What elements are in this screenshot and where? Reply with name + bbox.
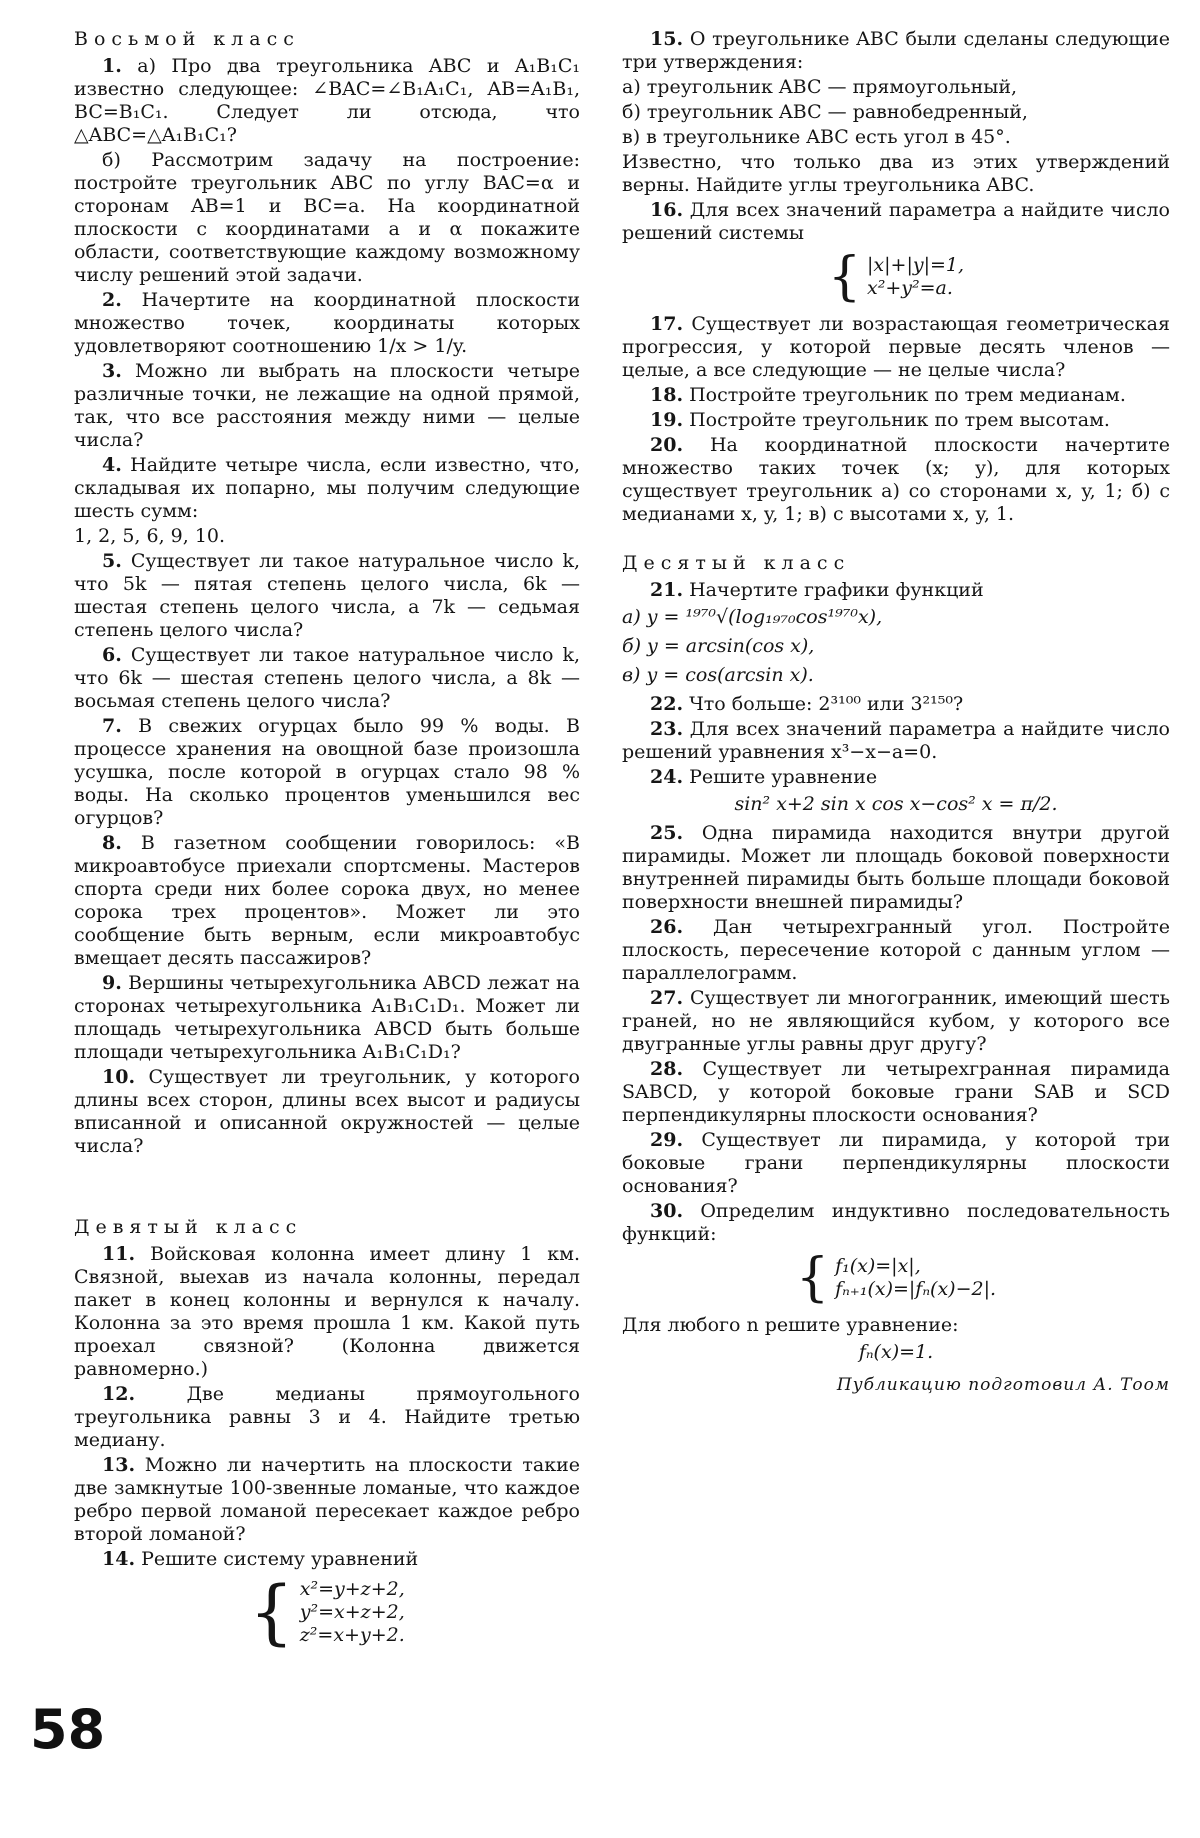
problem-text: О треугольнике ABC были сделаны следующие три утверждения: (622, 28, 1170, 73)
problem-text: Существует ли пирамида, у которой три боковые грани перпендикулярны плоскости основания? (622, 1129, 1171, 1197)
problem-28 (622, 1058, 1170, 1127)
publication-credit: Публикацию подготовил А. Тоом (836, 1375, 1170, 1395)
problem-1b: б) Рассмотрим задачу на построение: постройте треугольник ABC по углу BAC=α и сторонам AB=1 и BC=a. На координатной плоскости с координатами a и α покажите области, соответствующие каждому возможному числу решений этой задачи. (74, 149, 580, 286)
problem-21-a: а) y = ¹⁹⁷⁰√(log₁₉₇₀cos¹⁹⁷⁰x), (622, 606, 883, 628)
problem-30-system (622, 1248, 1170, 1308)
problem-15-a: а) треугольник ABC — прямоугольный, (622, 76, 1018, 98)
problem-number: 25. (650, 822, 684, 844)
system-brace: { (827, 247, 862, 307)
problem-text: Одна пирамида находится внутри другой пирамиды. Может ли площадь боковой поверхности внутренней пирамиды быть больше площади боковой поверхности внешней пирамиды? (622, 822, 1170, 913)
problem-number: 17. (650, 313, 684, 335)
problem-text: Начертите графики функций (689, 579, 984, 601)
problem-10 (74, 1066, 580, 1158)
problem-5 (74, 550, 580, 642)
problem-13 (74, 1454, 580, 1546)
system-lines (835, 1255, 996, 1301)
problem-29 (622, 1129, 1170, 1198)
problem-6 (74, 644, 580, 713)
problem-number: 10. (102, 1066, 136, 1088)
problem-number: 27. (650, 987, 684, 1009)
heading-grade-8: Восьмой класс (74, 28, 300, 50)
problem-22 (622, 693, 1170, 716)
problem-8 (74, 832, 580, 970)
system-brace: { (249, 1571, 294, 1653)
problem-number: 26. (650, 916, 684, 938)
problem-number: 8. (102, 832, 122, 854)
problem-number: 12. (102, 1383, 136, 1405)
system-brace: { (795, 1248, 830, 1308)
problem-20 (622, 434, 1170, 526)
problem-text: Начертите на координатной плоскости множество точек, координаты которых удовлетворяют соотношению 1/x > 1/y. (74, 289, 580, 357)
system-line: |x|+|y|=1, (867, 254, 965, 276)
problem-15 (622, 28, 1170, 74)
problem-12 (74, 1383, 580, 1452)
problem-number: 1. (102, 55, 122, 77)
problem-3 (74, 360, 580, 452)
problem-1 (74, 55, 580, 147)
problem-text: Вершины четырехугольника ABCD лежат на сторонах четырехугольника A₁B₁C₁D₁. Может ли площадь четырехугольника ABCD быть больше площади четырехугольника A₁B₁C₁D₁? (74, 972, 580, 1063)
problem-14-system (74, 1571, 580, 1653)
problem-14 (74, 1548, 580, 1571)
problem-number: 19. (650, 409, 684, 431)
problem-30 (622, 1200, 1170, 1246)
page-number: 58 (30, 1698, 106, 1761)
problem-23 (622, 718, 1170, 764)
problem-text: Постройте треугольник по трем медианам. (689, 384, 1126, 406)
problem-text: Решите уравнение (689, 766, 878, 788)
problem-text: Войсковая колонна имеет длину 1 км. Связной, выехав из начала колонны, передал пакет в конец колонны и вернулся к началу. Колонна за это время прошла 1 км. Какой путь проехал связной? (Колонна движется равномерно.) (74, 1243, 580, 1380)
problem-number: 20. (650, 434, 684, 456)
problem-text: Существует ли такое натуральное число k, что 5k — пятая степень целого числа, 6k — шестая степень целого числа, а 7k — седьмая степень целого числа? (74, 550, 580, 641)
system-line: fₙ₊₁(x)=|fₙ(x)−2|. (835, 1278, 997, 1300)
problem-24 (622, 766, 1170, 789)
problem-7 (74, 715, 580, 830)
problem-number: 2. (102, 289, 122, 311)
problem-30-equation: fₙ(x)=1. (858, 1341, 934, 1363)
system-lines (867, 254, 964, 300)
problem-number: 22. (650, 693, 684, 715)
problem-text: Дан четырехгранный угол. Постройте плоскость, пересечение которой с данным углом — параллелограмм. (622, 916, 1170, 984)
problem-number: 5. (102, 550, 122, 572)
problem-text: Существует ли многогранник, имеющий шесть граней, но не являющийся кубом, у которого все двугранные углы равны друг другу? (622, 987, 1170, 1055)
problem-number: 7. (102, 715, 122, 737)
problem-9 (74, 972, 580, 1064)
heading-grade-10: Десятый класс (622, 552, 851, 574)
problem-text: Для всех значений параметра a найдите число решений уравнения x³−x−a=0. (622, 718, 1170, 763)
problem-16-system (622, 247, 1170, 307)
problem-24-equation: sin² x+2 sin x cos x−cos² x = π/2. (734, 793, 1058, 815)
problem-number: 11. (102, 1243, 136, 1265)
problem-11 (74, 1243, 580, 1381)
problem-text: Существует ли возрастающая геометрическая прогрессия, у которой первые десять членов — целые, а все следующие — не целые числа? (622, 313, 1170, 381)
system-lines (300, 1578, 405, 1647)
problem-text: Постройте треугольник по трем высотам. (689, 409, 1110, 431)
problem-number: 15. (650, 28, 684, 50)
system-line: y²=x+z+2, (299, 1600, 405, 1623)
right-column (622, 28, 1170, 1397)
problem-26 (622, 916, 1170, 985)
system-line: x²+y²=a. (867, 277, 953, 299)
problem-text: В газетном сообщении говорилось: «В микроавтобусе приехали спортсмены. Мастеров спорта среди них более сорока двух, но менее сорока трех процентов». Может ли это сообщение быть верным, если микроавтобус вмещает десять пассажиров? (74, 832, 580, 969)
problem-text: Существует ли четырехгранная пирамида SABCD, у которой боковые грани SAB и SCD перпендикулярны плоскости основания? (622, 1058, 1170, 1126)
problem-number: 18. (650, 384, 684, 406)
problem-text: Что больше: 2³¹⁰⁰ или 3²¹⁵⁰? (689, 693, 964, 715)
problem-number: 16. (650, 199, 684, 221)
problem-number: 4. (102, 454, 122, 476)
problem-19 (622, 409, 1170, 432)
system-line: z²=x+y+2. (299, 1623, 405, 1646)
problem-number: 30. (650, 1200, 684, 1222)
problem-15-c: в) в треугольнике ABC есть угол в 45°. (622, 126, 1011, 148)
problem-text: На координатной плоскости начертите множество таких точек (x; y), для которых существует треугольник а) со сторонами x, y, 1; б) с медианами x, y, 1; в) с высотами x, y, 1. (622, 434, 1170, 525)
problem-21-b: б) y = arcsin(cos x), (622, 635, 815, 657)
problem-21 (622, 579, 1170, 602)
problem-text: В свежих огурцах было 99 % воды. В процессе хранения на овощной базе произошла усушка, после которой в огурцах стало 98 % воды. На сколько процентов уменьшился вес огурцов? (74, 715, 580, 829)
problem-number: 6. (102, 644, 122, 666)
problem-number: 14. (102, 1548, 136, 1570)
problem-text: Существует ли треугольник, у которого длины всех сторон, длины всех высот и радиусы вписанной и описанной окружностей — целые числа? (74, 1066, 581, 1157)
problem-25 (622, 822, 1170, 914)
problem-text: Можно ли выбрать на плоскости четыре различные точки, не лежащие на одной прямой, так, что все расстояния между ними — целые числа? (74, 360, 580, 451)
problem-text: Можно ли начертить на плоскости такие две замкнутые 100-звенные ломаные, что каждое ребро первой ломаной пересекает каждое ребро второй ломаной? (74, 1454, 580, 1545)
problem-27 (622, 987, 1170, 1056)
problem-number: 29. (650, 1129, 684, 1151)
problem-4-sums: 1, 2, 5, 6, 9, 10. (74, 525, 226, 547)
problem-text: Определим индуктивно последовательность функций: (622, 1200, 1170, 1245)
problem-number: 21. (650, 579, 684, 601)
problem-text: Для всех значений параметра a найдите число решений системы (622, 199, 1170, 244)
problem-15-end: Известно, что только два из этих утверждений верны. Найдите углы треугольника ABC. (622, 151, 1170, 196)
problem-text: Решите систему уравнений (141, 1548, 419, 1570)
problem-2 (74, 289, 580, 358)
problem-text: а) Про два треугольника ABC и A₁B₁C₁ известно следующее: ∠BAC=∠B₁A₁C₁, AB=A₁B₁, BC=B₁C₁. Следует ли отсюда, что △ABC=△A₁B₁C₁? (74, 55, 580, 146)
problem-18 (622, 384, 1170, 407)
problem-number: 3. (102, 360, 122, 382)
problem-4 (74, 454, 580, 523)
problem-number: 24. (650, 766, 684, 788)
problem-21-c: в) y = cos(arcsin x). (622, 664, 814, 686)
problem-16 (622, 199, 1170, 245)
system-line: x²=y+z+2, (299, 1577, 405, 1600)
problem-text: Существует ли такое натуральное число k, что 6k — шестая степень целого числа, а 8k — восьмая степень целого числа? (74, 644, 580, 712)
spacer (74, 1160, 580, 1216)
system-line: f₁(x)=|x|, (835, 1255, 921, 1277)
problem-number: 23. (650, 718, 684, 740)
problem-15-b: б) треугольник ABC — равнобедренный, (622, 101, 1028, 123)
problem-number: 28. (650, 1058, 684, 1080)
problem-30-task: Для любого n решите уравнение: (622, 1314, 959, 1336)
problem-number: 9. (102, 972, 122, 994)
problem-text: Две медианы прямоугольного треугольника равны 3 и 4. Найдите третью медиану. (74, 1383, 580, 1451)
problem-number: 13. (102, 1454, 136, 1476)
spacer (622, 528, 1170, 552)
problem-17 (622, 313, 1170, 382)
problem-text: Найдите четыре числа, если известно, что, складывая их попарно, мы получим следующие шесть сумм: (74, 454, 580, 522)
left-column (74, 28, 580, 1657)
heading-grade-9: Девятый класс (74, 1216, 303, 1238)
